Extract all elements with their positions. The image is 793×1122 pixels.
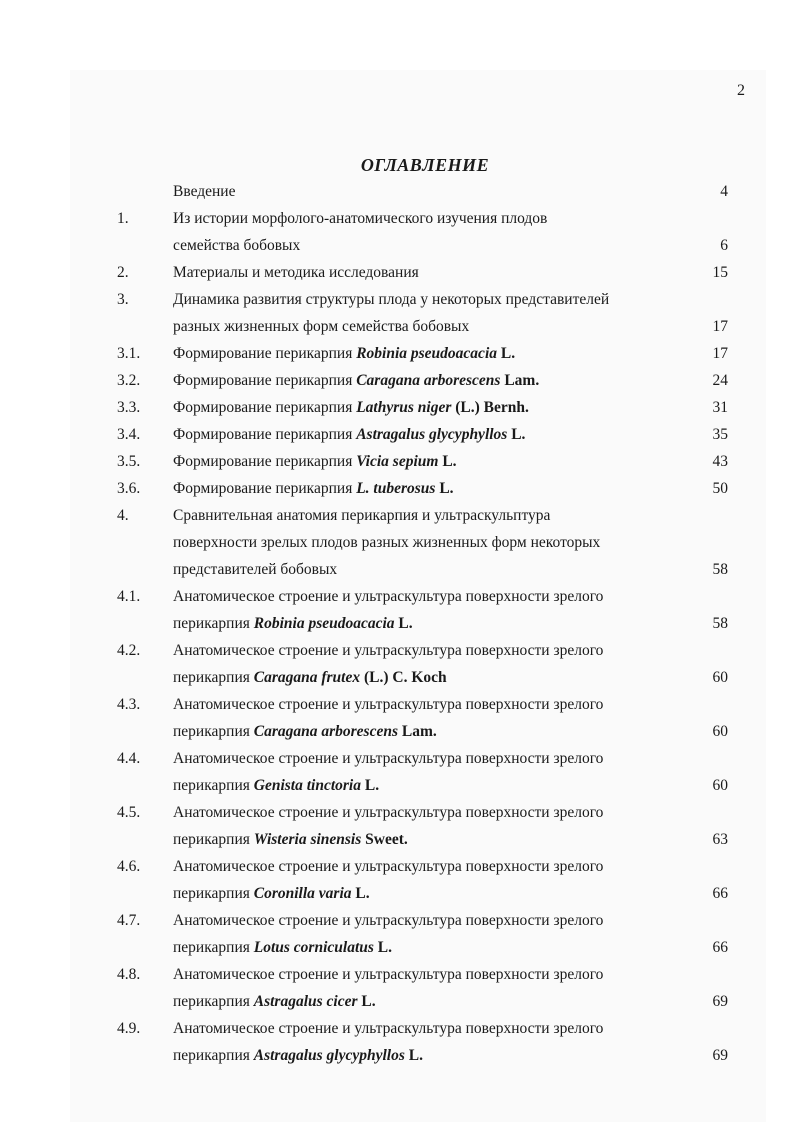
species-name: Robinia pseudoacacia (356, 345, 497, 362)
author-name: L. (398, 615, 413, 632)
species-name: Astragalus glycyphyllos (253, 1047, 405, 1064)
author-name: L. (442, 453, 457, 470)
author-name: Sweet. (365, 831, 408, 848)
page-number: 2 (737, 82, 745, 99)
toc-entry-page: 24 (712, 372, 728, 389)
author-name: L. (361, 993, 376, 1010)
pericarp-word: перикарпия (173, 885, 254, 902)
toc-entry-text-cont (173, 884, 703, 904)
toc-entry-page: 58 (712, 615, 728, 632)
toc-entry-text-cont (173, 830, 703, 850)
species-name: Astragalus cicer (253, 993, 358, 1010)
toc-entry-text: Сравнительная анатомия перикарпия и ультраскульптура (173, 507, 551, 524)
author-name: L. (439, 480, 454, 497)
pericarp-word: перикарпия (173, 777, 254, 794)
toc-entry-page: 43 (712, 453, 728, 470)
toc-entry-text-cont (173, 722, 703, 742)
species-name: Wisteria sinensis (253, 831, 362, 848)
toc-entry-page: 35 (712, 426, 728, 443)
species-name: Caragana frutex (253, 669, 361, 686)
toc-entry-prefix: Формирование перикарпия (173, 399, 357, 416)
toc-entry-text: Материалы и методика исследования (173, 264, 419, 281)
toc-entry-prefix: Формирование перикарпия (173, 345, 357, 362)
toc-entry-page: 69 (712, 1047, 728, 1064)
species-name: Coronilla varia (253, 885, 352, 902)
toc-entry-text (173, 371, 703, 391)
toc-entry-text-cont (173, 992, 703, 1012)
toc-entry-text-cont: разных жизненных форм семейства бобовых (173, 318, 470, 335)
toc-entry-text (173, 479, 703, 499)
toc-entry-text-cont (173, 1046, 703, 1066)
toc-entry-prefix: Формирование перикарпия (173, 426, 357, 443)
toc-entry-page: 50 (712, 480, 728, 497)
toc-entry-intro-text: Введение (173, 183, 236, 200)
toc-entry-page: 63 (712, 831, 728, 848)
author-name: L. (511, 426, 526, 443)
pericarp-word: перикарпия (173, 993, 254, 1010)
toc-entry-page: 58 (712, 561, 728, 578)
toc-entry-text-cont (173, 668, 703, 688)
toc-entry-text (173, 452, 703, 472)
species-name: Caragana arborescens (253, 723, 399, 740)
author-name: Lam. (401, 723, 437, 740)
species-name: Genista tinctoria (253, 777, 361, 794)
toc-entry-text: Анатомическое строение и ультраскультура поверхности зрелого (173, 642, 604, 659)
toc-entry-page: 69 (712, 993, 728, 1010)
toc-entry-num: 3.1. (117, 345, 141, 362)
toc-entry-num: 3.4. (117, 426, 141, 443)
author-name: L. (364, 777, 380, 794)
author-name: (L.) C. Koch (364, 669, 447, 686)
toc-entry-page: 60 (712, 669, 728, 686)
species-name: Robinia pseudoacacia (253, 615, 395, 632)
species-name: Astragalus glycyphyllos (356, 426, 508, 443)
toc-entry-page: 60 (712, 723, 728, 740)
toc-entry-num: 3. (117, 291, 129, 308)
species-name: Lotus corniculatus (253, 939, 374, 956)
author-name: (L.) Bernh. (455, 399, 529, 416)
toc-entry-text (173, 344, 703, 364)
toc-entry-text: Динамика развития структуры плода у некоторых представителей (173, 291, 610, 308)
toc-entry-prefix: Формирование перикарпия (173, 453, 357, 470)
species-name: Vicia sepium (356, 453, 439, 470)
toc-entry-num: 2. (117, 264, 129, 281)
toc-entry-num: 4.8. (117, 966, 141, 983)
toc-entry-page: 15 (712, 264, 728, 281)
author-name: L. (355, 885, 370, 902)
author-name: L. (377, 939, 392, 956)
toc-entry-text: Анатомическое строение и ультраскультура поверхности зрелого (173, 588, 604, 605)
toc-entry-num: 4.6. (117, 858, 141, 875)
toc-entry-num: 4.7. (117, 912, 141, 929)
species-name: Caragana arborescens (356, 372, 501, 389)
toc-entry-text: Анатомическое строение и ультраскультура поверхности зрелого (173, 912, 604, 929)
toc-entry-text-cont (173, 776, 703, 796)
toc-entry-text-cont: поверхности зрелых плодов разных жизненных форм некоторых (173, 534, 601, 551)
toc-entry-num: 4.5. (117, 804, 141, 821)
toc-entry-prefix: Формирование перикарпия (173, 480, 357, 497)
toc-entry-page: 17 (712, 345, 728, 362)
toc-entry-page: 17 (712, 318, 728, 335)
pericarp-word: перикарпия (173, 939, 254, 956)
author-name: L. (500, 345, 516, 362)
toc-entry-text (173, 398, 703, 418)
toc-entry-num: 4.2. (117, 642, 141, 659)
pericarp-word: перикарпия (173, 1047, 254, 1064)
toc-entry-text-cont: семейства бобовых (173, 237, 301, 254)
toc-entry-num: 3.2. (117, 372, 141, 389)
toc-entry-page: 66 (712, 885, 728, 902)
toc-entry-num: 4.3. (117, 696, 141, 713)
toc-entry-page: 31 (712, 399, 728, 416)
toc-entry-page: 6 (720, 237, 728, 254)
toc-entry-page: 66 (712, 939, 728, 956)
toc-entry-text: Анатомическое строение и ультраскультура поверхности зрелого (173, 966, 604, 983)
pericarp-word: перикарпия (173, 669, 254, 686)
toc-entry-intro-page: 4 (720, 183, 728, 200)
species-name: L. tuberosus (356, 480, 436, 497)
toc-entry-num: 4.9. (117, 1020, 141, 1037)
author-name: Lam. (504, 372, 540, 389)
toc-entry-text: Анатомическое строение и ультраскультура поверхности зрелого (173, 804, 604, 821)
toc-entry-page: 60 (712, 777, 728, 794)
toc-entry-num: 4.4. (117, 750, 141, 767)
toc-entry-num: 3.6. (117, 480, 141, 497)
toc-entry-text-cont (173, 614, 703, 634)
toc-entry-text-cont: представителей бобовых (173, 561, 338, 578)
species-name: Lathyrus niger (356, 399, 452, 416)
toc-entry-num: 3.5. (117, 453, 141, 470)
toc-entry-text: Анатомическое строение и ультраскультура поверхности зрелого (173, 1020, 604, 1037)
toc-entry-text: Анатомическое строение и ультраскультура поверхности зрелого (173, 858, 604, 875)
toc-entry-num: 1. (117, 210, 129, 227)
toc-entry-num: 3.3. (117, 399, 141, 416)
pericarp-word: перикарпия (173, 615, 254, 632)
toc-entry-num: 4.1. (117, 588, 141, 605)
page-title: ОГЛАВЛЕНИЕ (360, 155, 490, 175)
toc-entry-text (173, 425, 703, 445)
pericarp-word: перикарпия (173, 831, 254, 848)
author-name: L. (408, 1047, 423, 1064)
toc-entry-text-cont (173, 938, 703, 958)
toc-entry-prefix: Формирование перикарпия (173, 372, 357, 389)
toc-entry-text: Из истории морфолого-анатомического изучения плодов (173, 210, 548, 227)
toc-entry-text: Анатомическое строение и ультраскультура поверхности зрелого (173, 696, 604, 713)
pericarp-word: перикарпия (173, 723, 254, 740)
toc-entry-num: 4. (117, 507, 129, 524)
toc-entry-text: Анатомическое строение и ультраскультура поверхности зрелого (173, 750, 604, 767)
